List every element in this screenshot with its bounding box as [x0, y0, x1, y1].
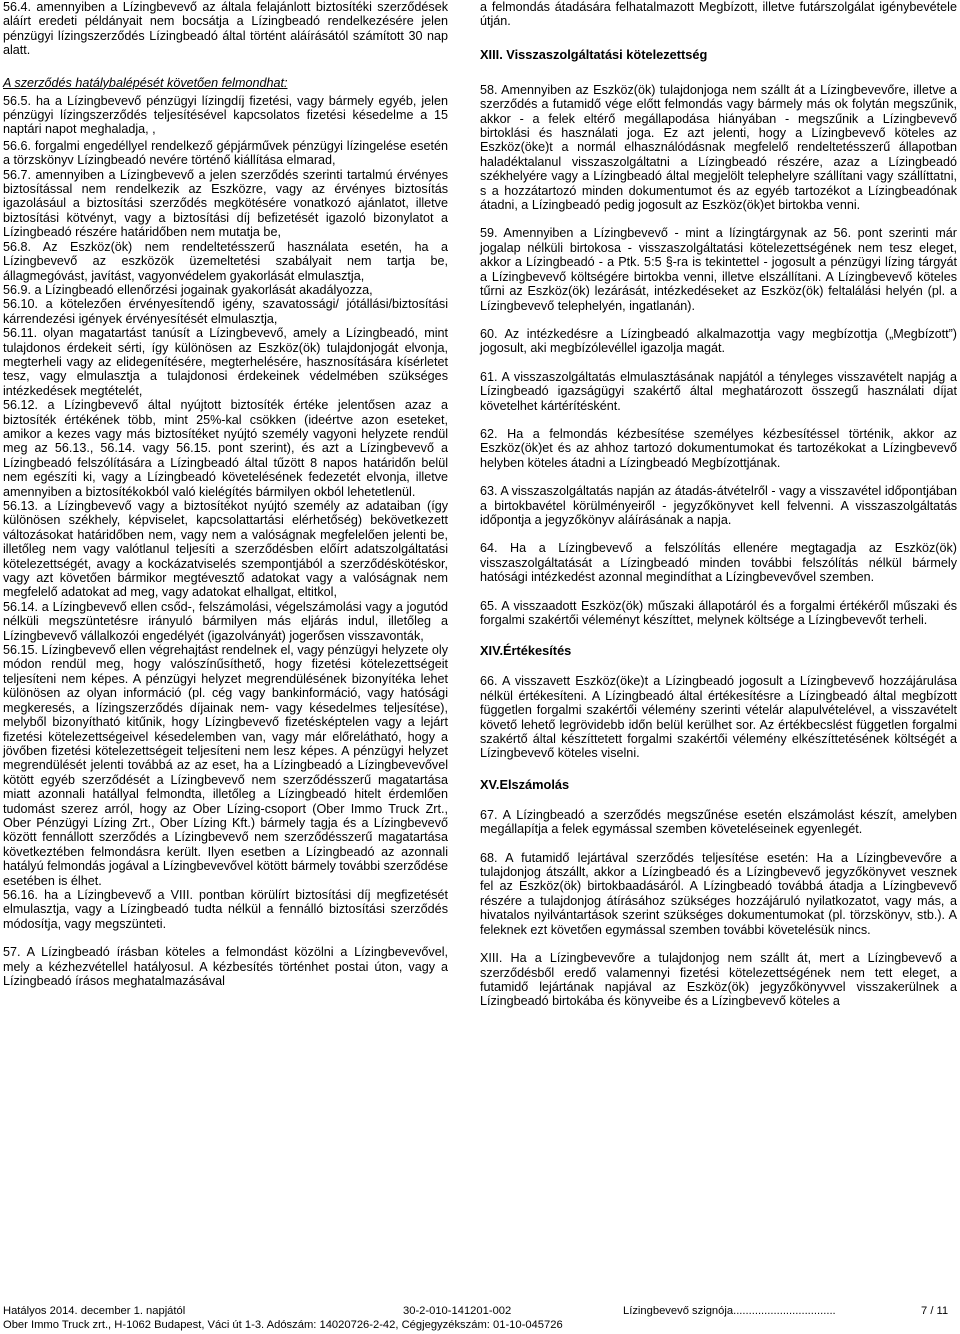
paragraph-60: 60. Az intézkedésre a Lízingbeadó alkalmazottja vagy megbízottja („Megbízott”) jogosult, aki megbízólevéllel igazolja magát.	[480, 326, 957, 356]
paragraph-56-13: 56.13. a Lízingbevevő vagy a biztosítékot nyújtó személy az adataiban (így különösen székhely, képviselet, kapcsolattartási elérhetőség) bekövetkezett változásokat határidőben nem, vagy nem a valóságnak megfelelően jelenti be, illetőleg nem vagy valótlanul teljesíti a szerződésben előírt adatszolgáltatási kötelezettségét, avagy a kockázatviselés szempontjából a szerződéskötéskor, vagy azt követően bármikor megtévesztő adatokat vagy a valóságnak nem megfelelő adatokat ad meg, vagy adatokat elhallgat, eltitkol,	[3, 499, 448, 600]
paragraph-56-7: 56.7. amennyiben a Lízingbevevő a jelen szerződés szerinti tartalmú érvényes biztosítással nem rendelkezik az Eszközre, vagy az érvényes biztosítás igazolásául a biztosítási szerződés megkötésére vonatkozó ajánlatot, illetve biztosítási kötvényt, vagy a biztosítási díj befizetését igazoló bizonylatot a Lízingbeadó részére határidőben nem mutatja be,	[3, 167, 448, 240]
paragraph-continuation: a felmondás átadására felhatalmazott Megbízott, illetve futárszolgálat igénybevétele útján.	[480, 0, 957, 29]
section-subtitle: A szerződés hatálybalépését követően felmondhat:	[3, 75, 288, 90]
paragraph-56-6: 56.6. forgalmi engedéllyel rendelkező gépjárművek pénzügyi lízingelése esetén a törzskönyv Lízingbeadó nevére történő kiállítása elmarad,	[3, 138, 448, 168]
paragraph-56-16: 56.16. ha a Lízingbevevő a VIII. pontban körülírt biztosítási díj megfizetését elmulasztja, vagy a Lízingbeadó tudta nélkül a fennálló biztosítási szerződés módosítja, vagy megszünteti.	[3, 887, 448, 931]
footer-effective-date: Hatályos 2014. december 1. napjától	[3, 1305, 186, 1317]
footer-document-code: 30-2-010-141201-002	[403, 1305, 512, 1317]
paragraph-62: 62. Ha a felmondás kézbesítése személyes kézbesítéssel történik, akkor az Eszköz(ök)et és az ahhoz tartozó dokumentumokat és tartozékokat a Lízingbevevő helyben köteles átadni a Lízingbeadó Megbízottjának.	[480, 426, 957, 470]
paragraph-68: 68. A futamidő lejártával szerződés teljesítése esetén: Ha a Lízingbevevőre a tulajdonjog átszállt, akkor a Lízingbeadó és a Lízingbevevő jegyzőkönyvet vesznek fel az Eszköz(ök) birtokbaadásáról. A Lízingbeadó továbbá átadja a Lízingbevevő részére a tulajdonjog átírásához szükséges hozzájáruló nyilatkozatot, vagy más, a hivatalos nyilvántartások szerint szükséges dokumentumokat (pl. törzskönyv, stb.). A feleknek ezt követően egymással szemben további követelésük nincs.	[480, 850, 957, 937]
paragraph-61: 61. A visszaszolgáltatás elmulasztásának napjától a tényleges visszavételt napjág a Lízingbeadó igazságügyi szakértő által meghatározott összegű használati díjat követelhet kártérítésként.	[480, 369, 957, 413]
paragraph-66: 66. A visszavett Eszköz(öke)t a Lízingbeadó jogosult a Lízingbevevő hozzájárulása nélkül értékesíteni. A Lízingbeadó által értékesítésre a Lízingbeadó által megbízott független forgalmi szakértői vélemény szerinti vételár alapulvételével, a visszavételt követő lehető legrövidebb időn belül kerülhet sor. Az értékbecslést független forgalmi szakértő által készíttetett forgalmi szakértői vélemény elkészíttetésének költségét a Lízingbevevő köteles viselni.	[480, 674, 957, 761]
heading-xv: XV.Elszámolás	[480, 776, 570, 792]
footer-page-number: 7 / 11	[921, 1305, 949, 1317]
paragraph-64: 64. Ha a Lízingbevevő a felszólítás ellenére megtagadja az Eszköz(ök) visszaszolgáltatását a Lízingbeadó minden további felszólítás nélkül bármely hatósági intézkedést azonnal megindíthat a Lízingbevevővel szemben.	[480, 541, 957, 585]
paragraph-56-10: 56.10. a kötelezően érvényesítendő igény, szavatossági/ jótállási/biztosítási kárrendezési igények érvényesítését elmulasztja,	[3, 297, 448, 326]
footer-row-top	[3, 1304, 958, 1318]
paragraph-xiii-b: XIII. Ha a Lízingbevevőre a tulajdonjog nem szállt át, mert a Lízingbevevő a szerződésből eredő valamennyi fizetési kötelezettségének nem tett eleget, a futamidő lejártának napjával az Eszköz(ök) jegyzőkönyvvel visszakerülnek a Lízingbeadó birtokába és könyveibe és a Lízingbevevő köteles a	[480, 951, 957, 1009]
page-footer	[3, 1304, 958, 1332]
heading-xiv: XIV.Értékesítés	[480, 643, 572, 659]
paragraph-63: 63. A visszaszolgáltatás napján az átadás-átvételről - vagy a visszavétel időpontjában a birtokbavétel körülményeiről - jegyzőkönyvet kell felvenni. A visszaszolgáltatás időpontja a jegyzőkönyv aláírásának a napja.	[480, 484, 957, 527]
left-column	[3, 0, 448, 988]
paragraph-67: 67. A Lízingbeadó a szerződés megszűnése esetén elszámolást készít, amelyben megállapítja a felek egymással szemben követeléseinek egyenlegét.	[480, 807, 957, 837]
right-column	[480, 0, 957, 1009]
paragraph-58: 58. Amennyiben az Eszköz(ök) tulajdonjoga nem szállt át a Lízingbevevőre, illetve a szerződés a futamidő vége előtt felmondás vagy bármely más ok folytán megszűnik, akkor - a felek eltérő megállapodása hiányában - megszűnik a Lízingbevevő birtoklási és használati joga. Ez azt jelenti, hogy a Lízingbevevő köteles az Eszköz(öke)t a normál elhasználódásnak megfelelő rendeltetésszerű állapotban haladéktalanul visszaszolgáltatni a Lízingbeadó részére, azaz a Lízingbeadó székhelyére vagy a Lízingbeadó által megjelölt telephelyre szállítani vagy szállíttatni, s a hozzátartozó minden dokumentumot és az egyéb tartozékot a Lízingbeadónak átadni, a Lízingbeadó pedig jogosult az Eszköz(ök)et birtokba venni.	[480, 82, 957, 213]
paragraph-56-14: 56.14. a Lízingbevevő ellen csőd-, felszámolási, végelszámolási vagy a jogutód nélküli megszüntetésre irányuló bármilyen más eljárás indul, illetőleg a Lízingbevevő vállalkozói engedélyét (igazolványát) jogerősen visszavonták,	[3, 599, 448, 643]
footer-signature-line: Lízingbevevő szignója.................................	[623, 1305, 836, 1317]
paragraph-56-12: 56.12. a Lízingbevevő által nyújtott biztosíték értéke jelentősen azaz a biztosíték értékének több, mint 25%-kal csökken (ideértve azon eseteket, amikor a kezes vagy más biztosítéket nyújtó személy vagyoni helyzete rendül meg az 56.13., 56.14. vagy 56.15. pont szerint), és azt a Lízingbevevő a Lízingbeadó felszólítására a Lízingbeadó által tűzött 8 napos határidőn belül nem egészíti ki, vagy a Lízingbeadó követelésének fedezetét elvonja, illetve amennyiben a biztosítékokból való kielégítés bármilyen okból lehetetlenül.	[3, 398, 448, 499]
paragraph-65: 65. A visszaadott Eszköz(ök) műszaki állapotáról és a forgalmi értékéről műszaki és forgalmi szakértői véleményt készíttet, melynek költsége a Lízingbevevőt terheli.	[480, 598, 957, 627]
footer-company-info: Ober Immo Truck zrt., H-1062 Budapest, Váci út 1-3. Adószám: 14020726-2-42, Cégjegyzékszám: 01-10-045726	[3, 1319, 563, 1331]
paragraph-56-15: 56.15. Lízingbevevő ellen végrehajtást rendelnek el, vagy pénzügyi helyzete oly módon rendül meg, hogy valószínűsíthető, hogy fizetési kötelezettségeit teljesíteni nem képes. A pénzügyi helyzet megrendülésének bizonyítéka lehet különösen az olyan információ (pl. cég vagy bankinformáció, vagy hatósági megkeresés, a lízingszerződés díjainak nem- vagy késedelmes teljesítése), melyből bizonyítható kitűnik, hogy Lízingbevevő fizetésképtelen vagy a lejárt fizetési kötelezettségeivel késedelemben van, vagy már előrelátható, hogy a jövőben fizetési kötelezettségeit teljesíteni nem lesz képes. A pénzügyi helyzet megrendülését jelenti továbbá az az eset, ha a Lízingbeadó a Lízingbevevővel kötött egyéb szerződését a Lízingbevevő nem szerződésszerű magatartása miatt azonnali hatállyal felmondta, illetőleg a Lízingbeadó hitelt érdemlően tudomást szerez arról, hogy az Ober Lízing-csoport (Ober Immo Truck Zrt., Ober Pénzügyi Lízing Zrt., Ober Lízing Kft.) bármely tagja és a Lízingbevevő között fennállott szerződés a Lízingbevevő nem szerződésszerű magatartása következtében felmondásra került. Ilyen esetben a Lízingbeadó az azonnali hatályú felmondás jogával a Lízingbevevővel kötött bármely további szerződése esetében is élhet.	[3, 643, 448, 888]
paragraph-59: 59. Amennyiben a Lízingbevevő - mint a lízingtárgynak az 56. pont szerinti már jogalap nélküli birtokosa - visszaszolgáltatási kötelezettségének nem tesz eleget, akkor a Lízingbeadó - a Ptk. 5:5 §-ra is tekintettel - jogosult a pénzügyi lízing tárgyát a Lízingbevevő költségére birtokba venni, illetve elszállítani. A Lízingbevevő köteles tűrni az Eszköz(ök) lezárását, intézkedéseket az Eszköz(ök) feltalálási helyén (pl. a Lízingbevevő telephelyén, ingatlanán).	[480, 226, 957, 313]
heading-xiii: XIII. Visszaszolgáltatási kötelezettség	[480, 46, 708, 62]
paragraph-56-5: 56.5. ha a Lízingbevevő pénzügyi lízingdíj fizetési, vagy bármely egyéb, jelen pénzügyi lízingszerződés teljesítésével kapcsolatos fizetési késedelme a 15 naptári napot meghaladja, ,	[3, 93, 448, 137]
paragraph-56-9: 56.9. a Lízingbeadó ellenőrzési jogainak gyakorlását akadályozza,	[3, 282, 373, 297]
paragraph-56-8: 56.8. Az Eszköz(ök) nem rendeltetésszerű használata esetén, ha a Lízingbevevő az eszközök üzemeltetési szabályait nem tartja be, állagmegóvást, javítást, vagyonvédelem gyakorlását elmulasztja,	[3, 239, 448, 283]
paragraph-56-4: 56.4. amennyiben a Lízingbevevő az általa felajánlott biztosítéki szerződések aláírt eredeti példányait nem bocsátja a Lízingbeadó rendelkezésére jelen pénzügyi lízingszerződés Lízingbeadó által történt aláírásától számított 30 nap alatt.	[3, 0, 448, 58]
paragraph-57: 57. A Lízingbeadó írásban köteles a felmondást közölni a Lízingbevevővel, mely a kézhezvétellel hatályosul. A kézbesítés történhet postai úton, vagy a Lízingbeadó írásos meghatalmazásával	[3, 945, 448, 988]
paragraph-56-11: 56.11. olyan magatartást tanúsít a Lízingbevevő, amely a Lízingbeadó, mint tulajdonos érdekeit sérti, így különösen az Eszköz(ök) tulajdonjogát elvonja, megterheli vagy az elidegenítésére, megterhelésére, hasznosítására kísérletet tesz, vagy elmulasztja a tulajdonosi érdekeinek védelmében szükséges intézkedések megtételét,	[3, 326, 448, 398]
footer-row-bottom	[3, 1318, 958, 1332]
